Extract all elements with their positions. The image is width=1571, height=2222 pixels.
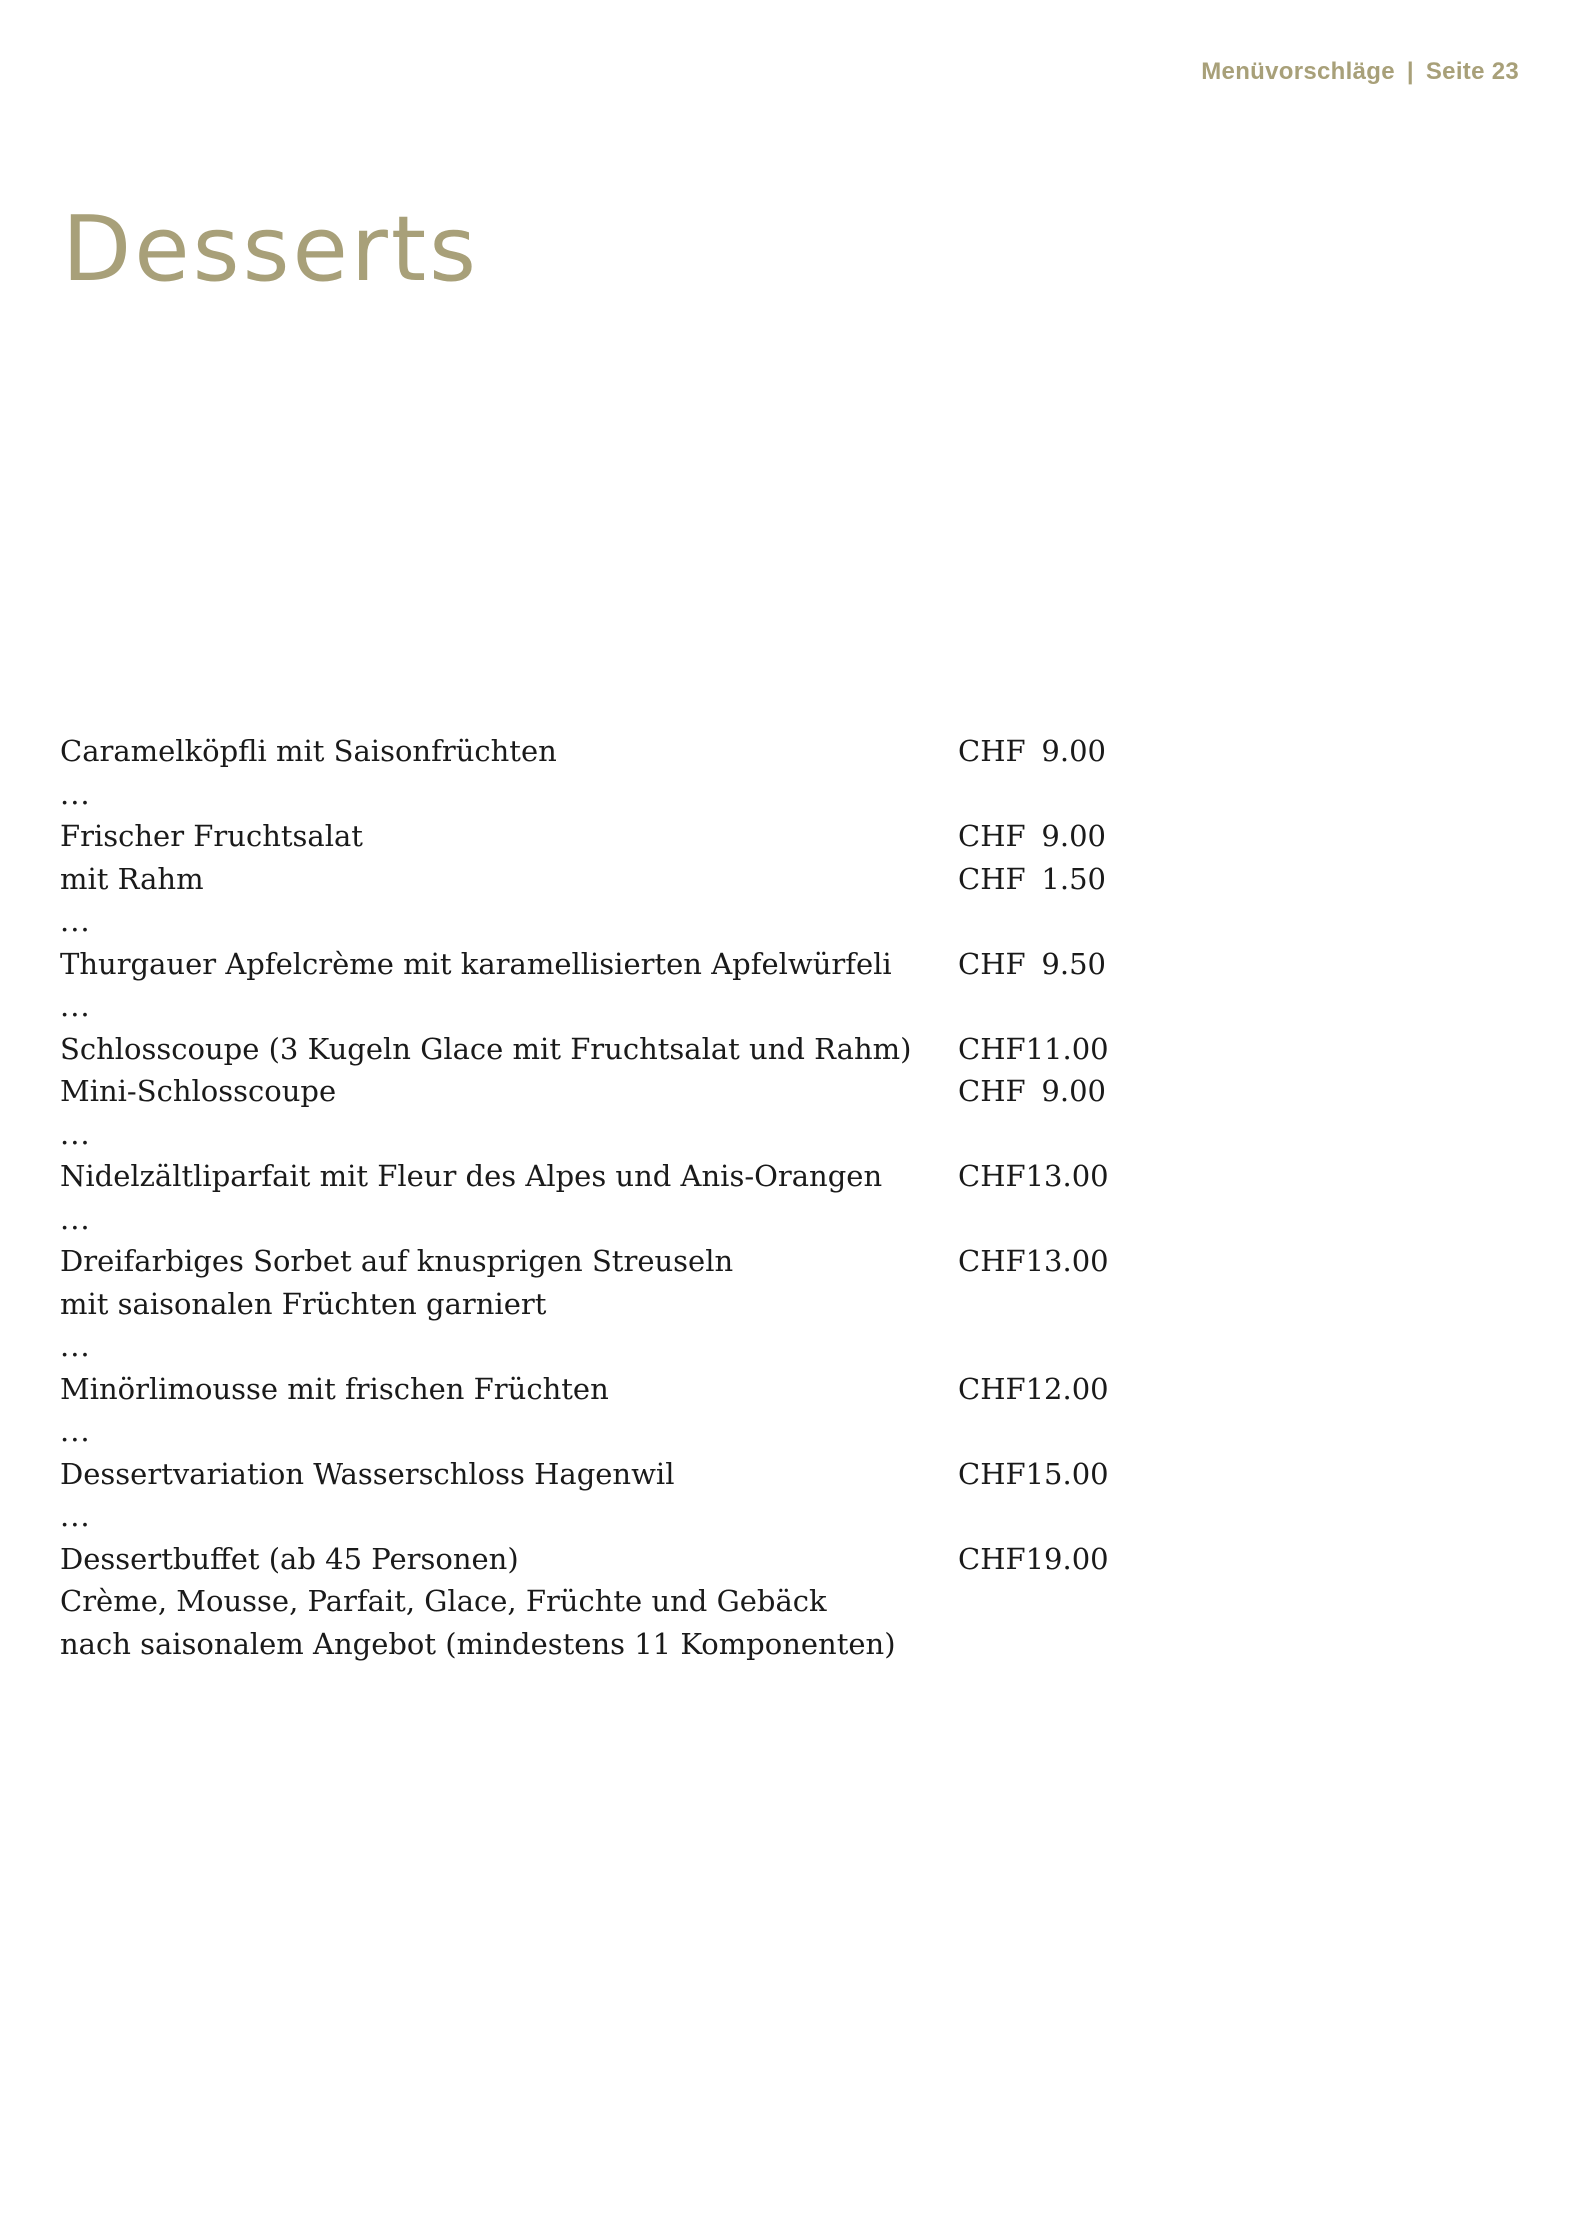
menu-item — [60, 1453, 1110, 1496]
price-amount: 13.00 — [1025, 1244, 1109, 1278]
menu-item — [60, 1028, 1110, 1071]
description-text: mit saisonalen Früchten garniert — [60, 1286, 547, 1321]
menu-separator — [60, 1410, 1110, 1453]
price-currency: CHF — [958, 734, 1026, 768]
price-currency: CHF — [958, 946, 1026, 981]
price-amount: 19.00 — [1025, 1541, 1109, 1576]
menu-separator — [60, 1495, 1110, 1538]
menu-item-name: Frischer Fruchtsalat — [60, 819, 363, 853]
menu-item — [60, 730, 1110, 773]
price-amount: 9.00 — [1041, 734, 1106, 768]
menu-item — [60, 1368, 1110, 1411]
menu-separator — [60, 1113, 1110, 1156]
menu-item-name: Dessertvariation Wasserschloss Hagenwil — [60, 1456, 675, 1491]
menu-item-price — [958, 1028, 1109, 1071]
menu-item-name: Dreifarbiges Sorbet auf knusprigen Streuseln — [60, 1244, 734, 1278]
section-name: Menüvorschläge — [1201, 58, 1395, 85]
separator-dots: ... — [60, 1329, 91, 1363]
price-amount: 15.00 — [1025, 1456, 1109, 1491]
menu-item-price — [958, 1368, 1109, 1411]
menu-item-price — [958, 943, 1106, 986]
menu-item — [60, 1070, 1110, 1113]
menu-item-price — [958, 858, 1106, 901]
price-currency: CHF — [958, 861, 1026, 896]
separator-dots: ... — [60, 1414, 91, 1448]
menu-item-price — [958, 1070, 1106, 1113]
page-title: Desserts — [62, 197, 480, 302]
price-currency: CHF — [958, 1031, 1026, 1066]
separator-dots: ... — [60, 1116, 91, 1151]
menu-item — [60, 1240, 1110, 1283]
dessert-menu — [60, 730, 1110, 1665]
description-text: nach saisonalem Angebot (mindestens 11 Komponenten) — [60, 1626, 896, 1661]
menu-item-description — [60, 1623, 1110, 1666]
menu-item-name: Dessertbuffet (ab 45 Personen) — [60, 1541, 519, 1576]
menu-item — [60, 1155, 1110, 1198]
menu-item — [60, 815, 1110, 858]
price-amount: 9.50 — [1041, 946, 1106, 981]
menu-separator — [60, 985, 1110, 1028]
separator-dots: ... — [60, 904, 91, 938]
menu-item-price — [958, 1538, 1109, 1581]
price-amount: 11.00 — [1025, 1031, 1109, 1066]
header-separator: | — [1406, 58, 1414, 85]
menu-item-price — [958, 1155, 1109, 1198]
menu-item — [60, 943, 1110, 986]
price-amount: 12.00 — [1025, 1371, 1109, 1406]
page-header — [1201, 58, 1519, 86]
menu-separator — [60, 1325, 1110, 1368]
separator-dots: ... — [60, 989, 91, 1023]
price-currency: CHF — [958, 1541, 1026, 1576]
menu-item — [60, 1538, 1110, 1581]
menu-item-name: Caramelköpfli mit Saisonfrüchten — [60, 734, 557, 768]
price-currency: CHF — [958, 819, 1026, 853]
price-amount: 9.00 — [1041, 1074, 1106, 1108]
separator-dots: ... — [60, 776, 91, 811]
menu-item-name: Mini-Schlosscoupe — [60, 1074, 337, 1108]
description-text: Crème, Mousse, Parfait, Glace, Früchte und Gebäck — [60, 1584, 827, 1618]
menu-separator — [60, 773, 1110, 816]
price-currency: CHF — [958, 1074, 1026, 1108]
menu-item-name: mit Rahm — [60, 861, 204, 896]
menu-item-description — [60, 1580, 1110, 1623]
price-currency: CHF — [958, 1159, 1026, 1193]
menu-item-name: Thurgauer Apfelcrème mit karamellisierten Apfelwürfeli — [60, 946, 892, 981]
menu-item-name: Nidelzältliparfait mit Fleur des Alpes und Anis-Orangen — [60, 1159, 883, 1193]
price-currency: CHF — [958, 1371, 1026, 1406]
page-number: Seite 23 — [1425, 58, 1519, 85]
menu-item — [60, 858, 1110, 901]
separator-dots: ... — [60, 1201, 91, 1236]
price-amount: 13.00 — [1025, 1159, 1109, 1193]
menu-item-description — [60, 1283, 1110, 1326]
separator-dots: ... — [60, 1499, 91, 1533]
price-amount: 1.50 — [1041, 861, 1106, 896]
menu-item-name: Minörlimousse mit frischen Früchten — [60, 1371, 609, 1406]
menu-item-price — [958, 815, 1106, 858]
menu-separator — [60, 1198, 1110, 1241]
price-amount: 9.00 — [1041, 819, 1106, 853]
menu-item-name: Schlosscoupe (3 Kugeln Glace mit Fruchtsalat und Rahm) — [60, 1031, 912, 1066]
menu-item-price — [958, 1453, 1109, 1496]
menu-item-price — [958, 1240, 1109, 1283]
menu-separator — [60, 900, 1110, 943]
price-currency: CHF — [958, 1244, 1026, 1278]
price-currency: CHF — [958, 1456, 1026, 1491]
menu-item-price — [958, 730, 1106, 773]
